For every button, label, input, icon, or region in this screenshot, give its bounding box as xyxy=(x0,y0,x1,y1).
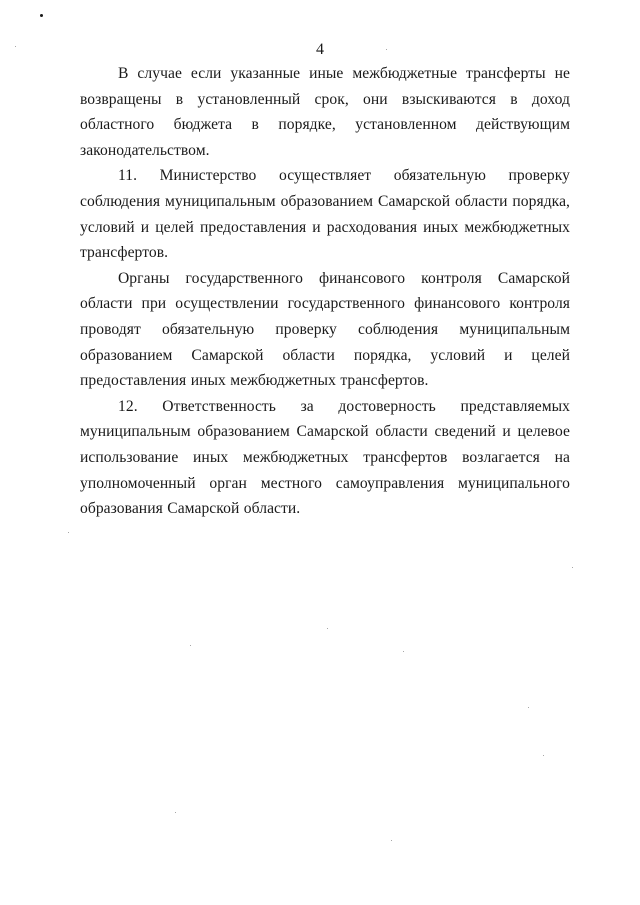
scan-speck xyxy=(327,628,328,629)
page-number: 4 xyxy=(316,41,324,58)
paragraph-11: 11. Министерство осуществляет обязательную проверку соблюдения муниципальным образованием Самарской области порядка, условий и целей предоставления и расходования иных межбюджетных трансфертов. xyxy=(80,167,570,262)
scan-speck xyxy=(68,532,69,533)
scan-speck xyxy=(190,645,191,646)
paragraph-financial-control: Органы государственного финансового контроля Самарской области при осуществлении государственного финансового контроля проводят обязательную проверку соблюдения муниципальным образованием Самарской области порядка, условий и целей предоставления иных межбюджетных трансфертов. xyxy=(80,269,570,390)
scan-speck xyxy=(40,14,43,17)
scan-speck xyxy=(528,707,529,708)
paragraph-12: 12. Ответственность за достоверность представляемых муниципальным образованием Самарской области сведений и целевое использование иных межбюджетных трансфертов возлагается на уполномоченный орган местного самоуправления муниципального образования Самарской области. xyxy=(80,397,570,518)
scan-speck xyxy=(403,651,404,652)
paragraph-refund: В случае если указанные иные межбюджетные трансферты не возвращены в установленный срок, они взыскиваются в доход областного бюджета в порядке, установленном действующим законодательством. xyxy=(80,65,570,159)
scan-speck xyxy=(175,812,176,813)
scan-speck xyxy=(391,840,392,841)
scan-speck xyxy=(572,567,573,568)
scan-speck xyxy=(543,755,544,756)
document-body xyxy=(80,61,570,522)
